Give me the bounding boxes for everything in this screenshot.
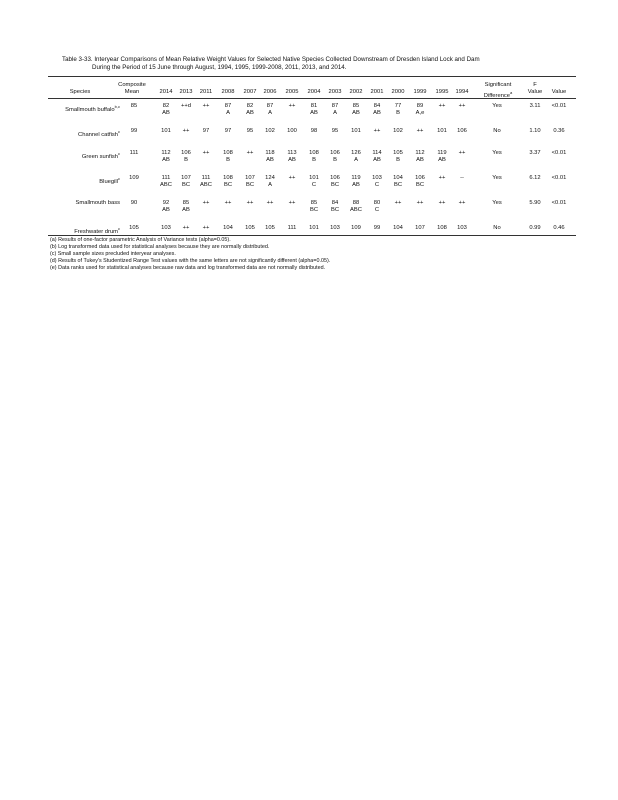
year-value-cell: 106 bbox=[330, 150, 340, 156]
header-f-top: F bbox=[533, 82, 537, 88]
year-value-cell: 101 bbox=[437, 128, 447, 134]
tukey-group-cell: AB bbox=[438, 157, 446, 163]
header-year-2002: 2002 bbox=[349, 89, 363, 95]
table-notes bbox=[50, 237, 570, 272]
header-year-2005: 2005 bbox=[285, 89, 299, 95]
year-value-cell: 109 bbox=[351, 225, 361, 231]
tukey-group-cell: AB bbox=[373, 110, 381, 116]
tukey-group-cell: A bbox=[268, 110, 272, 116]
year-value-cell: ++ bbox=[438, 200, 446, 206]
year-value-cell: 98 bbox=[310, 128, 318, 134]
year-value-cell: 111 bbox=[161, 175, 171, 181]
header-year-2008: 2008 bbox=[221, 89, 235, 95]
species-footnote-sup: c bbox=[118, 176, 120, 181]
species-label: Freshwater drum bbox=[74, 228, 118, 235]
species-footnote-sup: c bbox=[118, 151, 120, 156]
year-value-cell: 111 bbox=[201, 175, 211, 181]
header-p-bottom: Value bbox=[551, 89, 567, 95]
species-label: Channel catfish bbox=[78, 131, 118, 138]
species-footnote-sup: c bbox=[118, 226, 120, 231]
species-label: Smallmouth bass bbox=[75, 200, 120, 206]
year-value-cell: ++ bbox=[182, 225, 190, 231]
tukey-group-cell: ABC bbox=[200, 182, 212, 188]
year-value-cell: 108 bbox=[309, 150, 319, 156]
year-value-cell: 111 bbox=[287, 225, 297, 231]
tukey-group-cell: BC bbox=[309, 207, 319, 213]
note-d: (d) Results of Tukey's Studentized Range Test values with the same letters are not significantly different (alpha=0.05). bbox=[50, 258, 331, 264]
tukey-group-cell: AB bbox=[162, 157, 170, 163]
year-value-cell: 104 bbox=[393, 175, 403, 181]
year-value-cell: 81 bbox=[310, 103, 318, 109]
composite-mean-cell: 105 bbox=[129, 225, 139, 231]
year-value-cell: 119 bbox=[351, 175, 361, 181]
tukey-group-cell: B bbox=[184, 157, 188, 163]
tukey-group-cell: AB bbox=[182, 207, 190, 213]
tukey-group-cell: A bbox=[268, 182, 272, 188]
significant-difference-cell: No bbox=[493, 225, 501, 231]
header-f-bottom: Value bbox=[527, 89, 543, 95]
year-value-cell: 107 bbox=[245, 175, 255, 181]
table-title-line-1: Table 3-33. Interyear Comparisons of Mean Relative Weight Values for Selected Native Species Collected Downstream of Dresden Island Lock and Dam bbox=[62, 56, 480, 63]
tukey-group-cell: C bbox=[374, 207, 380, 213]
year-value-cell: 106 bbox=[330, 175, 340, 181]
note-c: (c) Small sample sizes precluded interyear analyses. bbox=[50, 251, 176, 257]
year-value-cell: 101 bbox=[309, 225, 319, 231]
tukey-group-cell: A bbox=[226, 110, 230, 116]
tukey-group-cell: BC bbox=[330, 207, 340, 213]
year-value-cell: ++ bbox=[266, 200, 274, 206]
header-significant-bottom-text: Difference bbox=[483, 92, 511, 99]
year-value-cell: 97 bbox=[224, 128, 232, 134]
tukey-group-cell: BC bbox=[245, 182, 255, 188]
tukey-group-cell: B bbox=[226, 157, 230, 163]
year-value-cell: ++ bbox=[202, 200, 210, 206]
year-value-cell: 87 bbox=[266, 103, 274, 109]
year-value-cell: 118 bbox=[265, 150, 275, 156]
tukey-group-cell: BC bbox=[330, 182, 340, 188]
p-value-cell: 0.36 bbox=[553, 128, 565, 134]
p-value-cell: <0.01 bbox=[551, 103, 567, 109]
tukey-group-cell: B bbox=[312, 157, 316, 163]
significant-difference-cell: Yes bbox=[492, 150, 502, 156]
species-name bbox=[40, 103, 120, 114]
p-value-cell: 0.46 bbox=[553, 225, 565, 231]
p-value-cell: <0.01 bbox=[551, 150, 567, 156]
header-year-2003: 2003 bbox=[328, 89, 342, 95]
year-value-cell: 89 bbox=[416, 103, 424, 109]
tukey-group-cell: ABC bbox=[160, 182, 172, 188]
header-year-2000: 2000 bbox=[391, 89, 405, 95]
year-value-cell: 84 bbox=[373, 103, 381, 109]
significant-difference-cell: Yes bbox=[492, 175, 502, 181]
f-value-cell: 0.99 bbox=[529, 225, 541, 231]
year-value-cell: 103 bbox=[457, 225, 467, 231]
year-value-cell: ++ bbox=[416, 128, 424, 134]
year-value-cell: 112 bbox=[161, 150, 171, 156]
year-value-cell: 107 bbox=[181, 175, 191, 181]
year-value-cell: 99 bbox=[373, 225, 381, 231]
year-value-cell: ++ bbox=[202, 103, 210, 109]
tukey-group-cell: AB bbox=[162, 207, 170, 213]
year-value-cell: 108 bbox=[437, 225, 447, 231]
species-footnote-sup: b,c bbox=[114, 104, 120, 109]
species-label: Smallmouth buffalo bbox=[65, 106, 115, 113]
year-value-cell: ++ bbox=[438, 175, 446, 181]
year-value-cell: 103 bbox=[330, 225, 340, 231]
table-bottom-rule bbox=[48, 235, 576, 236]
year-value-cell: 105 bbox=[265, 225, 275, 231]
year-value-cell: 102 bbox=[265, 128, 275, 134]
year-value-cell: ++ bbox=[458, 150, 466, 156]
year-value-cell: 97 bbox=[202, 128, 210, 134]
tukey-group-cell: A bbox=[333, 110, 337, 116]
header-bottom-rule bbox=[48, 98, 576, 99]
header-year-2011: 2011 bbox=[199, 89, 213, 95]
species-label: Green sunfish bbox=[81, 153, 118, 160]
year-value-cell: 106 bbox=[457, 128, 467, 134]
year-value-cell: ++ bbox=[288, 200, 296, 206]
tukey-group-cell: C bbox=[311, 182, 317, 188]
year-value-cell: 101 bbox=[161, 128, 171, 134]
significant-difference-cell: Yes bbox=[492, 103, 502, 109]
f-value-cell: 3.37 bbox=[529, 150, 541, 156]
year-value-cell: 119 bbox=[437, 150, 447, 156]
tukey-group-cell: B bbox=[333, 157, 337, 163]
year-value-cell: 95 bbox=[246, 128, 254, 134]
year-value-cell: 108 bbox=[223, 175, 233, 181]
tukey-group-cell: BC bbox=[393, 182, 403, 188]
year-value-cell: 102 bbox=[393, 128, 403, 134]
year-value-cell: 82 bbox=[246, 103, 254, 109]
tukey-group-cell: AB bbox=[373, 157, 381, 163]
header-composite-top: Composite bbox=[118, 82, 146, 88]
header-year-2014: 2014 bbox=[159, 89, 173, 95]
tukey-group-cell: A,e bbox=[415, 110, 425, 116]
year-value-cell: 104 bbox=[223, 225, 233, 231]
year-value-cell: 84 bbox=[331, 200, 339, 206]
significant-difference-cell: No bbox=[493, 128, 501, 134]
composite-mean-cell: 111 bbox=[129, 150, 139, 156]
year-value-cell: ++ bbox=[416, 200, 424, 206]
header-species: Species bbox=[69, 89, 91, 95]
year-value-cell: 106 bbox=[415, 175, 425, 181]
tukey-group-cell: AB bbox=[162, 110, 170, 116]
tukey-group-cell: B bbox=[396, 157, 400, 163]
p-value-cell: <0.01 bbox=[551, 200, 567, 206]
f-value-cell: 1.10 bbox=[529, 128, 541, 134]
note-e: (e) Data ranks used for statistical analyses because raw data and log transformed data are not normally distributed. bbox=[50, 265, 326, 271]
f-value-cell: 3.11 bbox=[529, 103, 541, 109]
year-value-cell: 85 bbox=[182, 200, 190, 206]
species-name bbox=[40, 175, 120, 186]
year-value-cell: 126 bbox=[351, 150, 361, 156]
year-value-cell: 88 bbox=[352, 200, 360, 206]
species-label: Bluegill bbox=[99, 178, 118, 185]
note-b: (b) Log transformed data used for statistical analyses because they are normally distributed. bbox=[50, 244, 270, 250]
year-value-cell: 92 bbox=[162, 200, 170, 206]
composite-mean-cell: 109 bbox=[129, 175, 139, 181]
tukey-group-cell: AB bbox=[310, 110, 318, 116]
species-footnote-sup: c bbox=[118, 129, 120, 134]
f-value-cell: 6.12 bbox=[529, 175, 541, 181]
year-value-cell: 105 bbox=[245, 225, 255, 231]
header-year-2001: 2001 bbox=[370, 89, 384, 95]
tukey-group-cell: BC bbox=[415, 182, 425, 188]
tukey-group-cell: BC bbox=[181, 182, 191, 188]
year-value-cell: 106 bbox=[181, 150, 191, 156]
year-value-cell: ++ bbox=[182, 128, 190, 134]
year-value-cell: 114 bbox=[372, 150, 382, 156]
year-value-cell: ++ bbox=[246, 200, 254, 206]
year-value-cell: ++ bbox=[202, 225, 210, 231]
composite-mean-cell: 99 bbox=[130, 128, 138, 134]
header-significant-top: Significant bbox=[484, 82, 512, 88]
year-value-cell: 95 bbox=[331, 128, 339, 134]
year-value-cell: 82 bbox=[162, 103, 170, 109]
year-value-cell: -- bbox=[460, 175, 464, 181]
year-value-cell: ++ bbox=[246, 150, 254, 156]
species-name bbox=[40, 128, 120, 139]
year-value-cell: 85 bbox=[310, 200, 318, 206]
year-value-cell: 112 bbox=[415, 150, 425, 156]
year-value-cell: ++d bbox=[181, 103, 191, 109]
year-value-cell: ++ bbox=[438, 103, 446, 109]
tukey-group-cell: AB bbox=[416, 157, 424, 163]
year-value-cell: 100 bbox=[287, 128, 297, 134]
year-value-cell: 104 bbox=[393, 225, 403, 231]
year-value-cell: ++ bbox=[288, 175, 296, 181]
year-value-cell: 103 bbox=[161, 225, 171, 231]
tukey-group-cell: C bbox=[374, 182, 380, 188]
table-title-line-2: During the Period of 15 June through August, 1994, 1995, 1999-2008, 2011, 2013, and 2014. bbox=[92, 64, 347, 71]
header-year-1994: 1994 bbox=[455, 89, 469, 95]
year-value-cell: 105 bbox=[393, 150, 403, 156]
tukey-group-cell: AB bbox=[352, 182, 360, 188]
year-value-cell: 87 bbox=[224, 103, 232, 109]
tukey-group-cell: B bbox=[396, 110, 400, 116]
tukey-group-cell: AB bbox=[246, 110, 254, 116]
year-value-cell: 101 bbox=[309, 175, 319, 181]
tukey-group-cell: AB bbox=[288, 157, 296, 163]
header-year-2013: 2013 bbox=[179, 89, 193, 95]
tukey-group-cell: AB bbox=[352, 110, 360, 116]
table-top-rule bbox=[48, 76, 576, 77]
year-value-cell: 108 bbox=[223, 150, 233, 156]
year-value-cell: ++ bbox=[202, 150, 210, 156]
year-value-cell: 77 bbox=[394, 103, 402, 109]
year-value-cell: ++ bbox=[394, 200, 402, 206]
year-value-cell: 101 bbox=[351, 128, 361, 134]
header-significant-sup: a bbox=[510, 90, 513, 95]
composite-mean-cell: 90 bbox=[130, 200, 138, 206]
table-title bbox=[62, 56, 562, 72]
year-value-cell: ++ bbox=[458, 103, 466, 109]
year-value-cell: 87 bbox=[331, 103, 339, 109]
tukey-group-cell: A bbox=[354, 157, 358, 163]
header-year-1995: 1995 bbox=[435, 89, 449, 95]
header-year-2004: 2004 bbox=[307, 89, 321, 95]
header-year-2006: 2006 bbox=[263, 89, 277, 95]
year-value-cell: 85 bbox=[352, 103, 360, 109]
tukey-group-cell: AB bbox=[266, 157, 274, 163]
year-value-cell: 107 bbox=[415, 225, 425, 231]
p-value-cell: <0.01 bbox=[551, 175, 567, 181]
significant-difference-cell: Yes bbox=[492, 200, 502, 206]
year-value-cell: 103 bbox=[372, 175, 382, 181]
header-year-1999: 1999 bbox=[413, 89, 427, 95]
year-value-cell: ++ bbox=[224, 200, 232, 206]
composite-mean-cell: 85 bbox=[130, 103, 138, 109]
tukey-group-cell: ABC bbox=[350, 207, 362, 213]
note-a: (a) Results of one-factor parametric Analysis of Variance tests (alpha=0.05). bbox=[50, 237, 231, 243]
year-value-cell: 80 bbox=[373, 200, 381, 206]
header-year-2007: 2007 bbox=[243, 89, 257, 95]
species-name bbox=[40, 200, 120, 207]
year-value-cell: 124 bbox=[265, 175, 275, 181]
header-composite-bottom: Mean bbox=[124, 89, 140, 95]
year-value-cell: ++ bbox=[373, 128, 381, 134]
year-value-cell: ++ bbox=[288, 103, 296, 109]
species-name bbox=[40, 150, 120, 161]
year-value-cell: ++ bbox=[458, 200, 466, 206]
tukey-group-cell: BC bbox=[223, 182, 233, 188]
year-value-cell: 113 bbox=[287, 150, 297, 156]
f-value-cell: 5.90 bbox=[529, 200, 541, 206]
